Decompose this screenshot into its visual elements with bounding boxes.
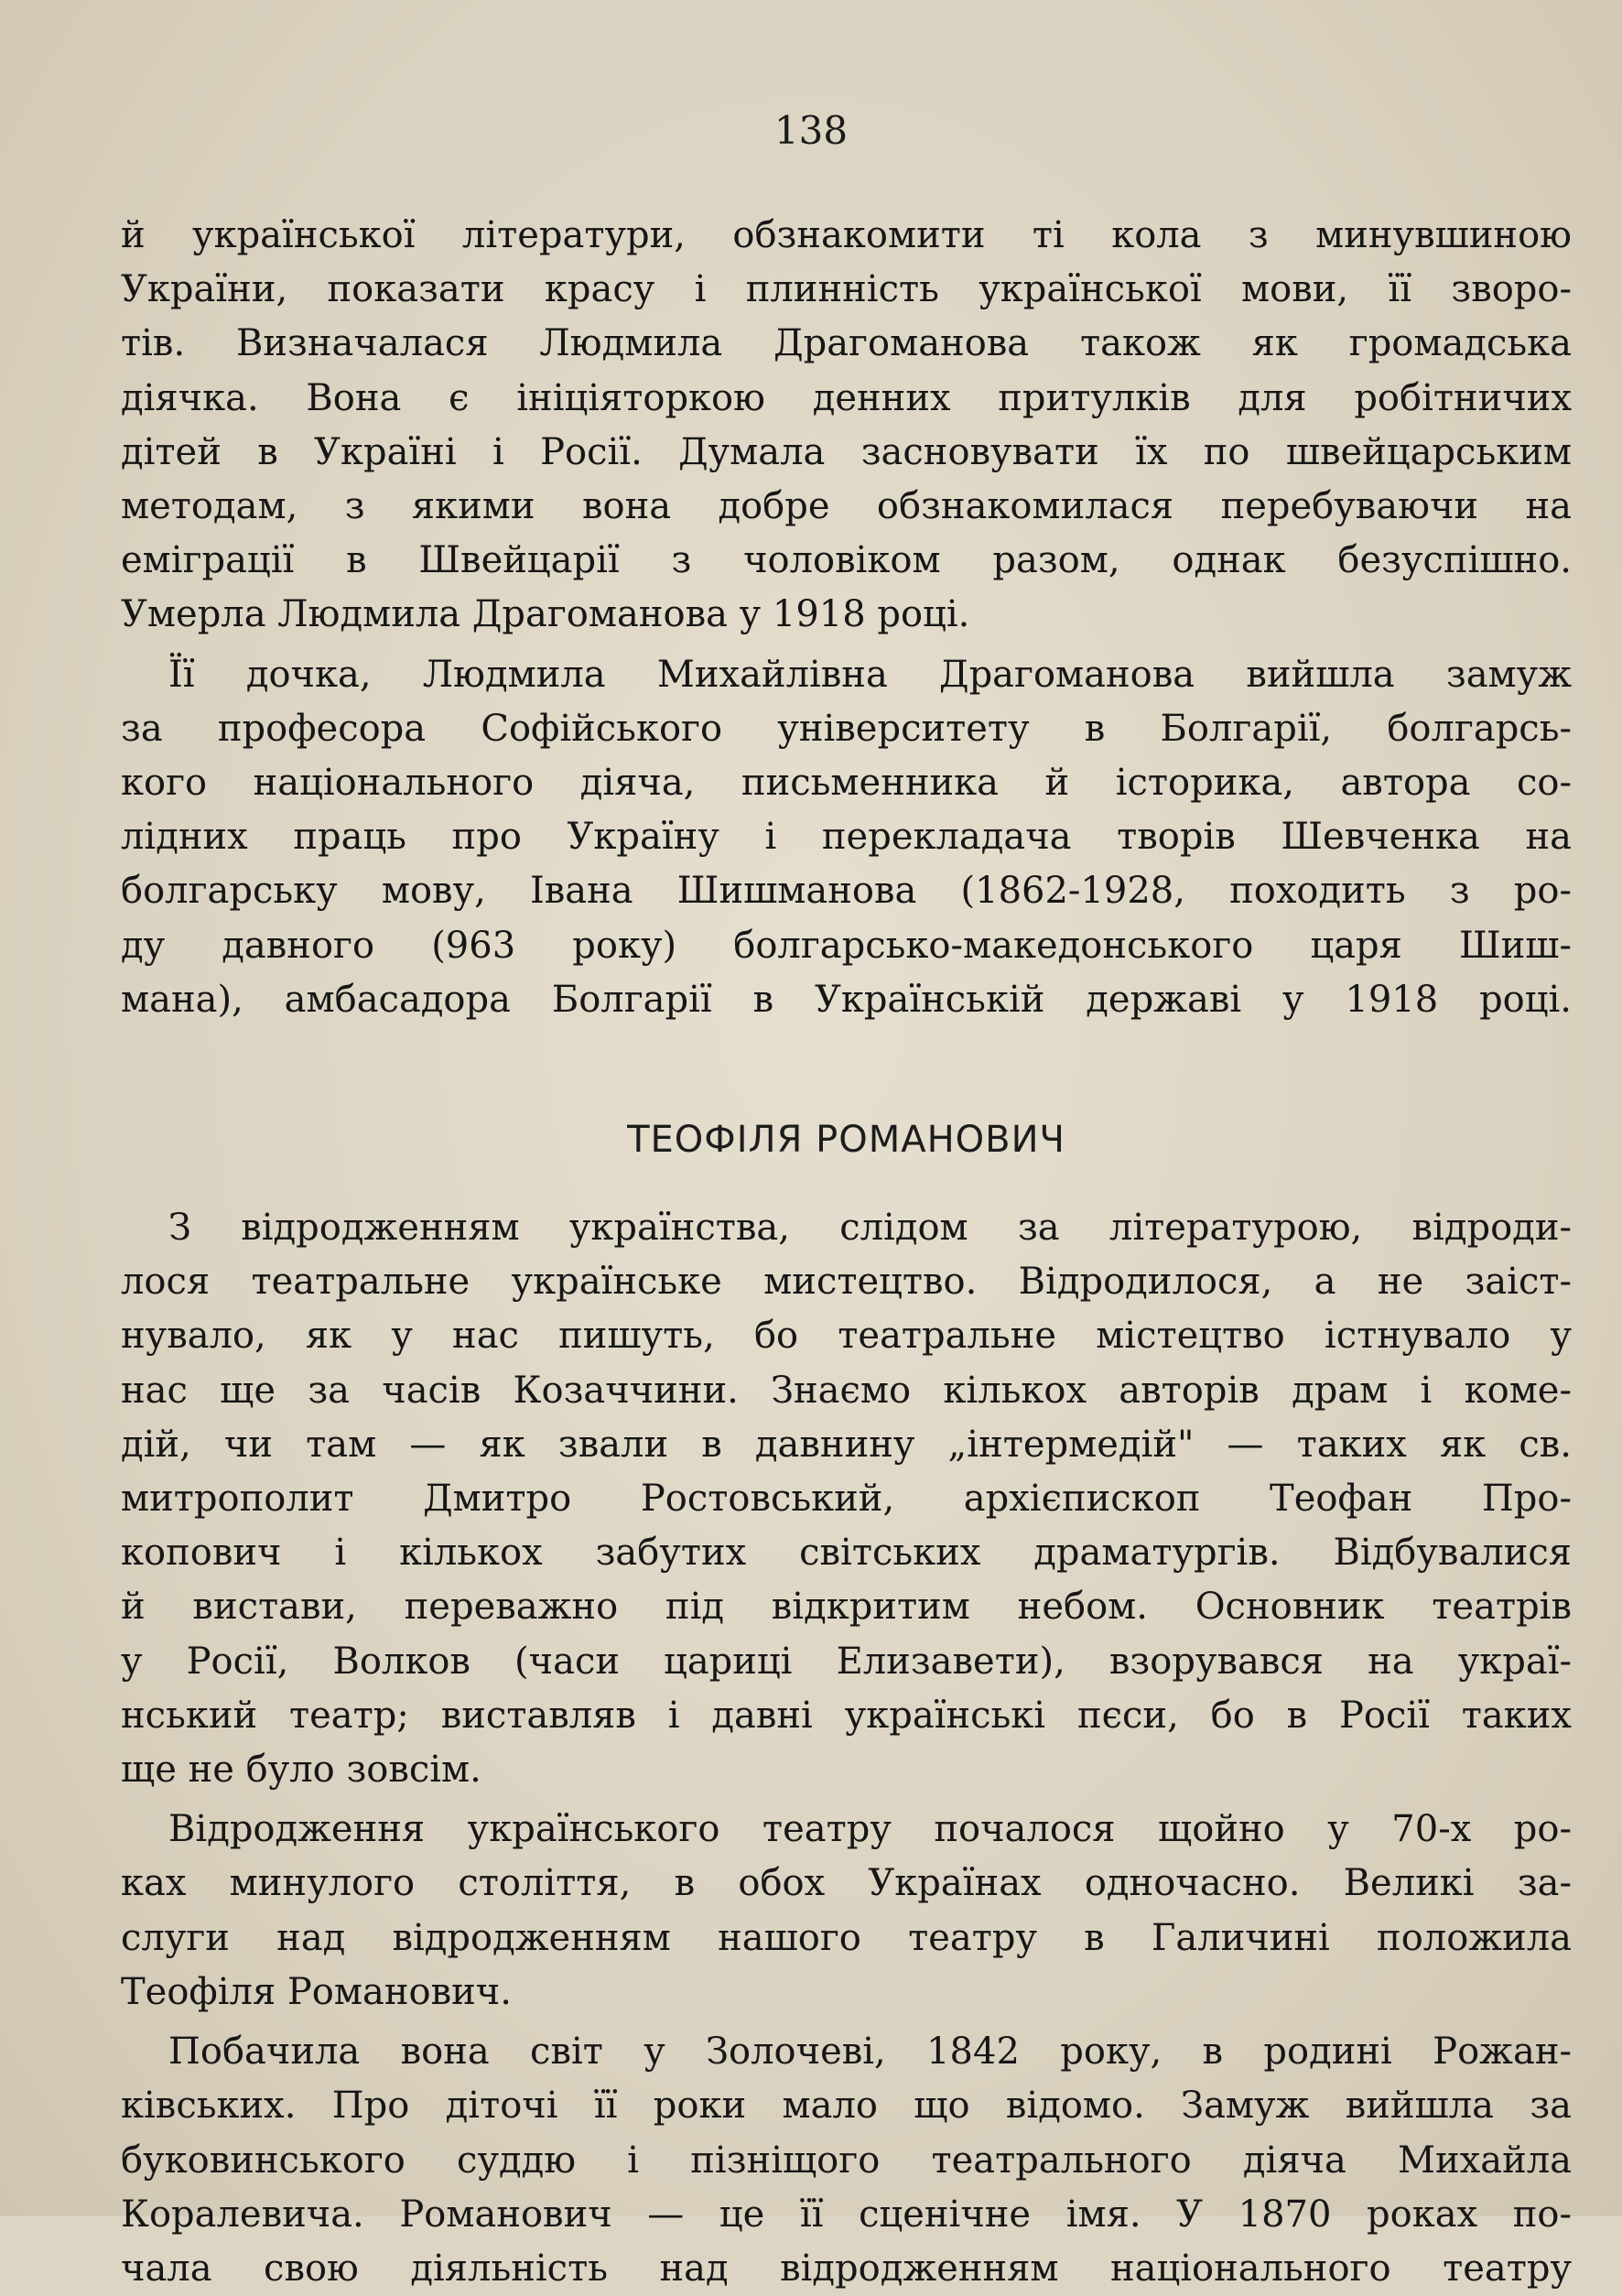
text-line: лідних праць про Україну і перекладача творів Шевченка на: [121, 816, 1572, 859]
text-line: Її дочка, Людмила Михайлівна Драгоманова вийшла замуж: [168, 653, 1572, 696]
text-line: Умерла Людмила Драгоманова у 1918 році.: [121, 593, 970, 636]
text-line: кого національного діяча, письменника й історика, автора со-: [121, 762, 1572, 805]
page-number: 138: [773, 108, 849, 153]
text-line: методам, з якими вона добре обзнакомилася перебуваючи на: [121, 485, 1572, 528]
text-line: у Росії, Волков (часи цариці Елизавети), взорувався на украї-: [121, 1640, 1572, 1683]
text-line: тів. Визначалася Людмила Драгоманова також як громадська: [121, 322, 1572, 365]
text-line: слуги над відродженням нашого театру в Галичині положила: [121, 1916, 1572, 1959]
text-line: й української літератури, обзнакомити ті кола з минувшиною: [121, 214, 1572, 256]
text-line: Відродження українського театру почалося щойно у 70-х ро-: [168, 1808, 1572, 1851]
text-line: лося театральне українське мистецтво. Відродилося, а не заіст-: [121, 1261, 1572, 1304]
text-line: болгарську мову, Івана Шишманова (1862-1928, походить з ро-: [121, 870, 1572, 913]
text-line: копович і кількох забутих світських драматургів. Відбувалися: [121, 1532, 1572, 1575]
text-line: митрополит Дмитро Ростовський, архієпископ Теофан Про-: [121, 1478, 1572, 1521]
text-line: нас ще за часів Козаччини. Знаємо кількох авторів драм і коме-: [121, 1369, 1572, 1412]
text-line: діячка. Вона є ініціяторкою денних притулків для робітничих: [121, 376, 1572, 419]
text-line: нувало, як у нас пишуть, бо театральне містецтво істнувало у: [121, 1315, 1572, 1358]
paragraph-romanovych-biography: [121, 2025, 1572, 2296]
text-line: дій, чи там — як звали в давнину „інтермедій" — таких як св.: [121, 1423, 1572, 1466]
text-line: Коралевича. Романович — це її сценічне імя. У 1870 роках по-: [121, 2193, 1572, 2236]
text-line: за професора Софійського університету в Болгарії, болгарсь-: [121, 707, 1572, 750]
text-line: Побачила вона світ у Золочеві, 1842 року, в родині Рожан-: [168, 2031, 1572, 2074]
page-body: [121, 209, 1572, 2296]
text-line: ду давного (963 року) болгарсько-македонського царя Шиш-: [121, 924, 1572, 967]
text-line: еміграції в Швейцарії з чоловіком разом, однак безуспішно.: [121, 539, 1572, 582]
text-line: З відродженням українства, слідом за літературою, відроди-: [168, 1207, 1572, 1250]
text-line: мана), амбасадора Болгарії в Українській державі у 1918 році.: [121, 978, 1572, 1021]
text-line: чала свою діяльність над відродженням національного театру: [121, 2247, 1572, 2290]
text-line: ще не було зовсім.: [121, 1749, 481, 1792]
paragraph-daughter: [121, 648, 1572, 1027]
paragraph-theatre-revival: [121, 1201, 1572, 1797]
text-line: ківських. Про діточі її роки мало що відомо. Замуж вийшла за: [121, 2085, 1572, 2128]
section-title: ТЕОФІЛЯ РОМАНОВИЧ: [627, 1119, 1065, 1162]
text-line: ках минулого століття, в обох Українах одночасно. Великі за-: [121, 1862, 1572, 1905]
paragraph-dragomanova-activity: [121, 209, 1572, 643]
text-line: Теофіля Романович.: [121, 1970, 512, 2013]
text-line: й вистави, переважно під відкритим небом. Основник театрів: [121, 1586, 1572, 1629]
text-line: дітей в Україні і Росії. Думала засновувати їх по швейцарським: [121, 430, 1572, 473]
text-line: буковинського суддю і пізніщого театрального діяча Михайла: [121, 2139, 1572, 2182]
text-line: України, показати красу і плинність української мови, її зворо-: [121, 268, 1572, 311]
paragraph-galicia-theatre: [121, 1803, 1572, 2020]
text-line: нський театр; виставляв і давні українські пєси, бо в Росії таких: [121, 1694, 1572, 1737]
